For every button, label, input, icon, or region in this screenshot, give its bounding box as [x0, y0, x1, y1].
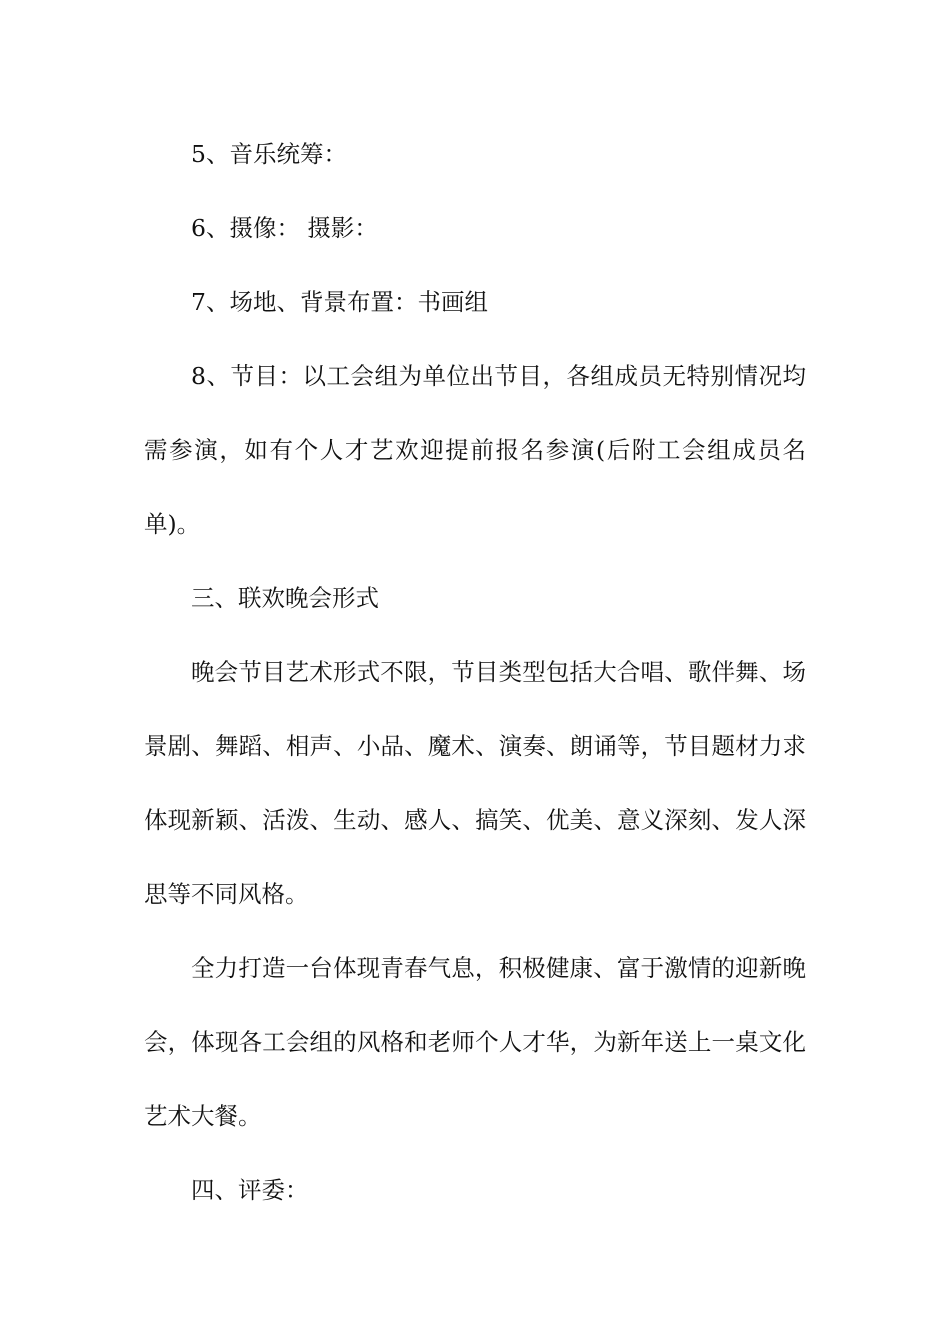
paragraph-programs: 8、节目：以工会组为单位出节目，各组成员无特别情况均需参演，如有个人才艺欢迎提前报名参演(后附工会组成员名单)。	[144, 362, 806, 538]
section-heading-gala-format: 三、联欢晚会形式	[191, 584, 379, 612]
section-heading-judges: 四、评委：	[191, 1176, 309, 1204]
paragraph-program-types: 晚会节目艺术形式不限，节目类型包括大合唱、歌伴舞、场景剧、舞蹈、相声、小品、魔术、演奏、朗诵等，节目题材力求体现新颖、活泼、生动、感人、搞笑、优美、意义深刻、发人深思等不同风格。	[144, 658, 806, 908]
paragraph-music-coordination: 5、音乐统筹：	[191, 140, 347, 168]
paragraph-gala-goal: 全力打造一台体现青春气息，积极健康、富于激情的迎新晚会，体现各工会组的风格和老师个人才华，为新年送上一桌文化艺术大餐。	[144, 954, 806, 1130]
document-body	[144, 117, 806, 1227]
paragraph-camera-photo: 6、摄像： 摄影：	[191, 214, 378, 242]
paragraph-venue-background: 7、场地、背景布置：书画组	[191, 288, 488, 316]
